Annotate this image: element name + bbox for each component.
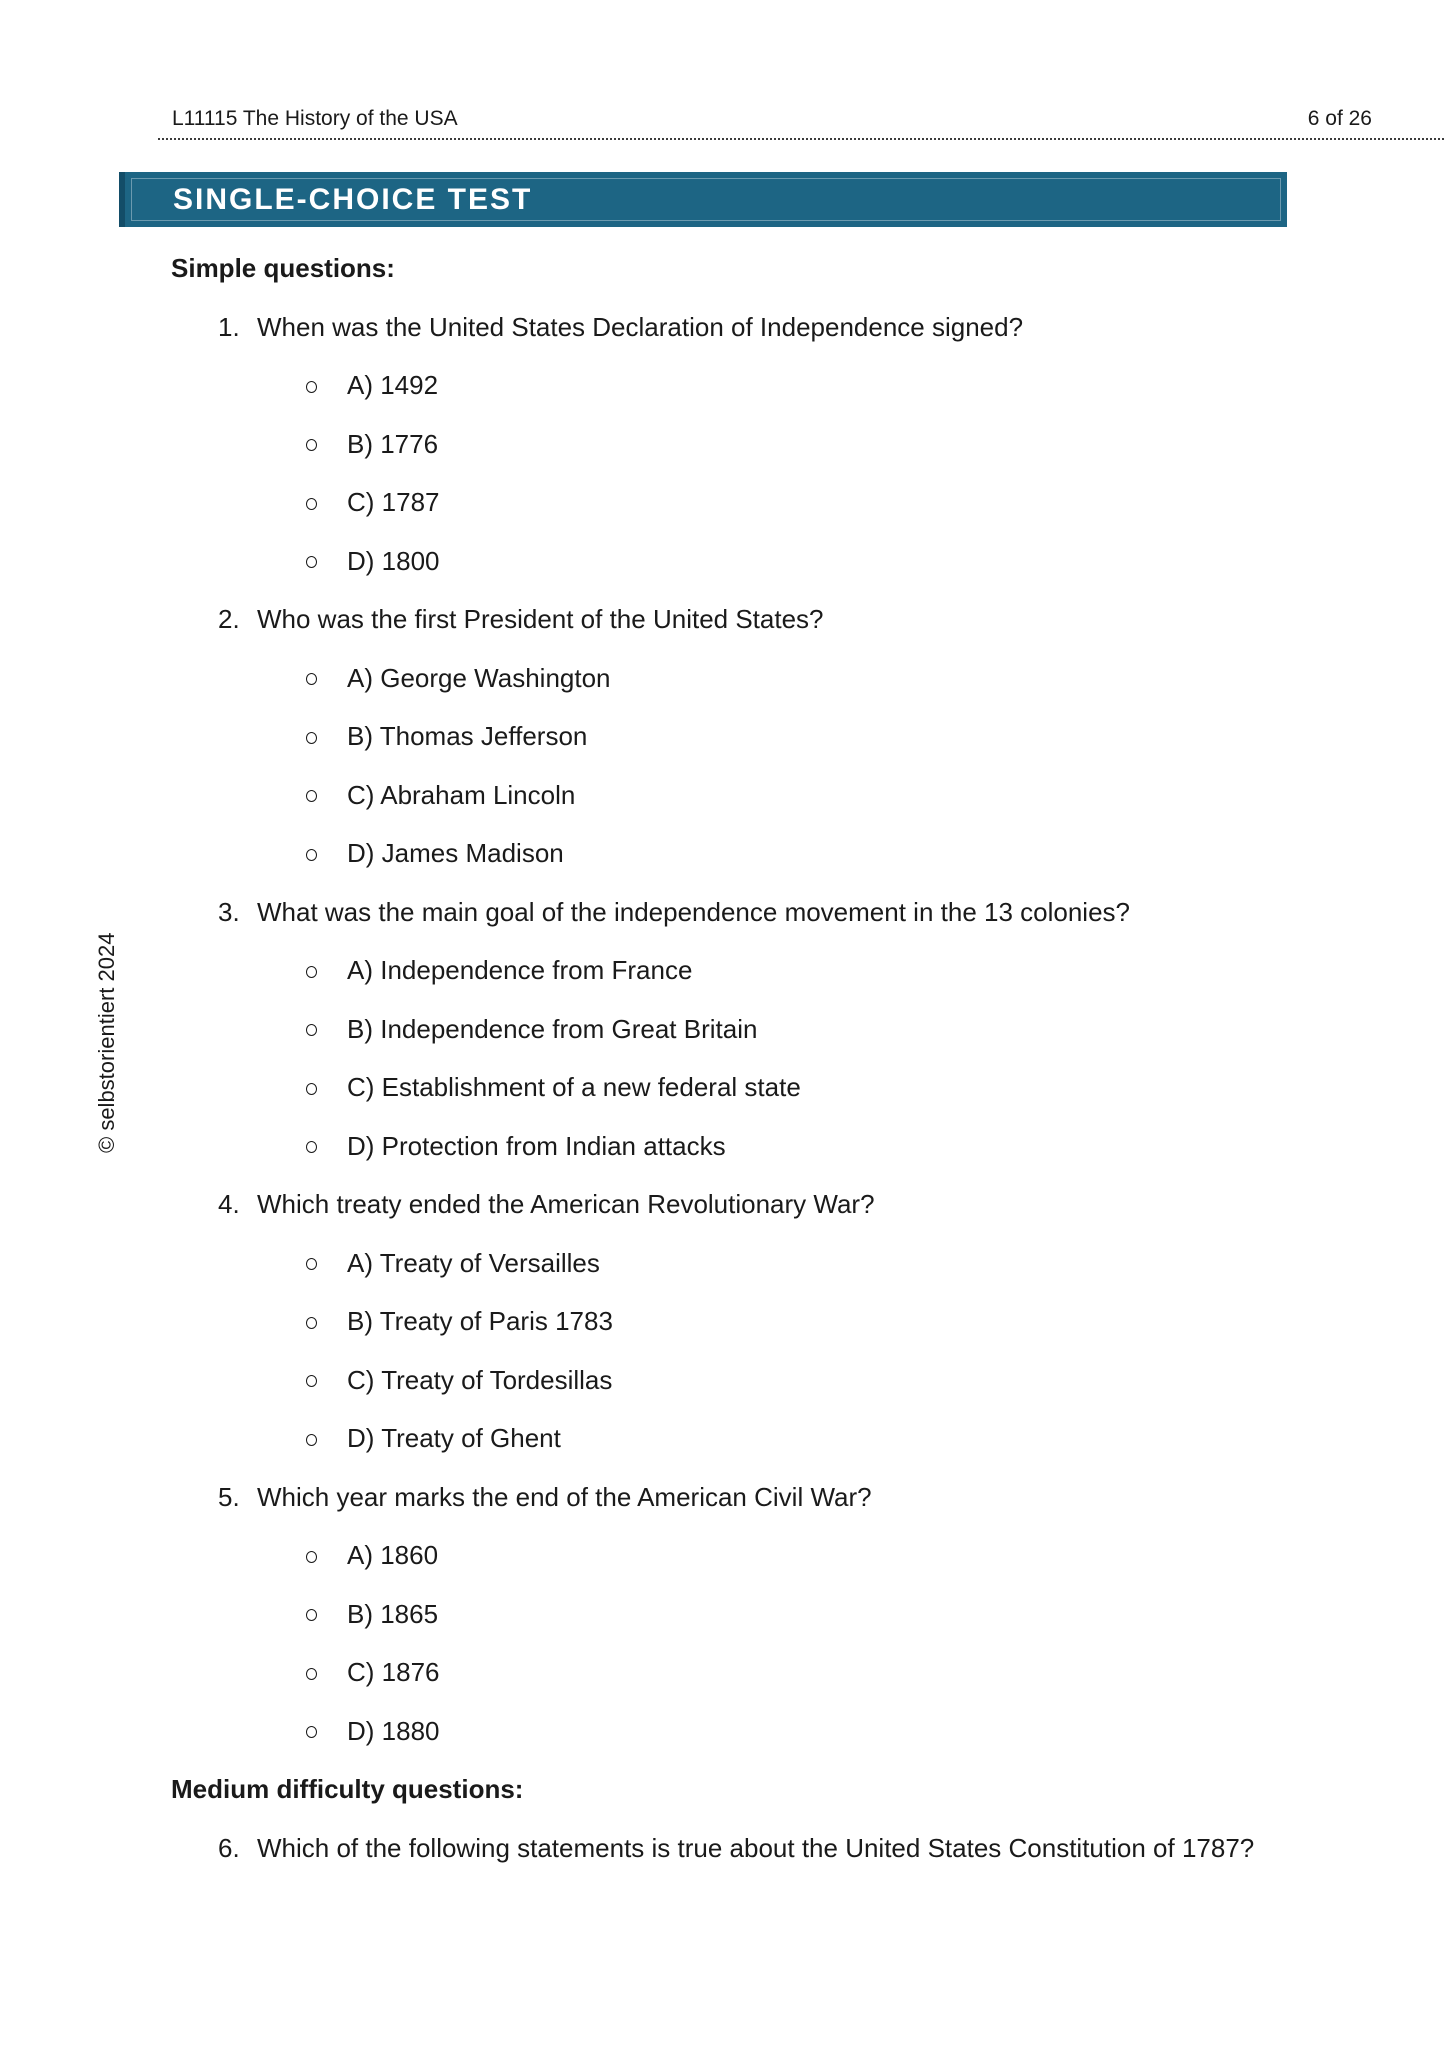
banner-title: SINGLE-CHOICE TEST [173,182,533,216]
radio-circle-icon [306,1434,317,1446]
option-row [0,1247,1448,1278]
option-text: B) Thomas Jefferson [347,721,588,751]
radio-circle-icon [306,1668,317,1680]
radio-circle-icon [306,732,317,744]
option-text: D) Protection from Indian attacks [347,1130,726,1161]
content [0,227,1448,1893]
option-text: A) 1492 [347,370,439,400]
option-row [0,840,1448,867]
section-heading-label: Simple questions: [171,253,395,283]
section-banner [119,172,1287,227]
question-row [0,606,1448,633]
option-text: B) Treaty of Paris 1783 [347,1306,613,1336]
option-row [0,1364,1448,1395]
question-row [0,896,1448,927]
question-text: What was the main goal of the independence movement in the 13 colonies? [257,896,1130,927]
radio-circle-icon [306,498,317,510]
option-text: C) 1787 [347,487,440,517]
question-row [0,1481,1448,1512]
section-heading-label: Medium difficulty questions: [171,1774,524,1804]
option-row [0,545,1448,576]
question-number: 4. [218,1189,240,1219]
option-text: B) 1865 [347,1598,439,1629]
option-row [0,957,1448,984]
question-text: When was the United States Declaration of Independence signed? [257,311,1024,342]
option-row [0,1542,1448,1569]
option-row [0,662,1448,693]
option-text: B) Independence from Great Britain [347,1013,758,1044]
option-text: A) Independence from France [347,955,693,985]
option-row [0,1659,1448,1686]
question-text: Which treaty ended the American Revolutionary War? [257,1189,875,1219]
question-number: 1. [218,311,240,342]
radio-circle-icon [306,1375,317,1387]
option-row [0,1598,1448,1629]
option-text: D) 1880 [347,1715,440,1746]
radio-circle-icon [306,966,317,978]
copyright-vertical-text: © selbstorientiert 2024 [94,932,119,1153]
question-number: 5. [218,1481,240,1512]
option-text: D) James Madison [347,838,564,868]
radio-circle-icon [306,556,317,568]
question-text: Which of the following statements is true about the United States Constitution of 1787? [257,1832,1255,1863]
radio-circle-icon [306,381,317,393]
radio-circle-icon [306,673,317,685]
option-row [0,372,1448,399]
radio-circle-icon [306,1551,317,1563]
radio-circle-icon [306,1609,317,1621]
question-row [0,1191,1448,1218]
option-row [0,1074,1448,1101]
question-text: Which year marks the end of the American Civil War? [257,1481,872,1512]
option-row [0,428,1448,459]
question-text: Who was the first President of the United States? [257,604,824,634]
header-page-number: 6 of 26 [1307,107,1372,130]
option-row [0,779,1448,810]
question-number: 2. [218,604,240,634]
option-row [0,1425,1448,1452]
radio-circle-icon [306,439,317,451]
header-divider [158,138,1444,140]
option-text: C) 1876 [347,1657,440,1687]
option-text: C) Abraham Lincoln [347,779,576,810]
radio-circle-icon [306,1141,317,1153]
option-row [0,1013,1448,1044]
option-text: C) Establishment of a new federal state [347,1072,801,1102]
radio-circle-icon [306,790,317,802]
radio-circle-icon [306,1317,317,1329]
option-text: A) 1860 [347,1540,439,1570]
option-text: A) George Washington [347,662,611,693]
radio-circle-icon [306,1083,317,1095]
option-text: A) Treaty of Versailles [347,1247,600,1278]
radio-circle-icon [306,1258,317,1270]
page-header [172,106,1372,132]
section-heading [171,255,1448,282]
option-text: B) 1776 [347,428,439,459]
option-row [0,1308,1448,1335]
radio-circle-icon [306,1024,317,1036]
section-heading [171,1776,1448,1803]
header-course-title: L11115 The History of the USA [172,107,458,130]
question-row [0,1832,1448,1863]
option-text: C) Treaty of Tordesillas [347,1364,613,1395]
option-row [0,723,1448,750]
radio-circle-icon [306,1726,317,1738]
option-row [0,1715,1448,1746]
option-row [0,489,1448,516]
question-row [0,311,1448,342]
option-text: D) Treaty of Ghent [347,1423,561,1453]
question-number: 6. [218,1832,240,1863]
radio-circle-icon [306,849,317,861]
question-number: 3. [218,896,240,927]
option-text: D) 1800 [347,545,440,576]
option-row [0,1130,1448,1161]
